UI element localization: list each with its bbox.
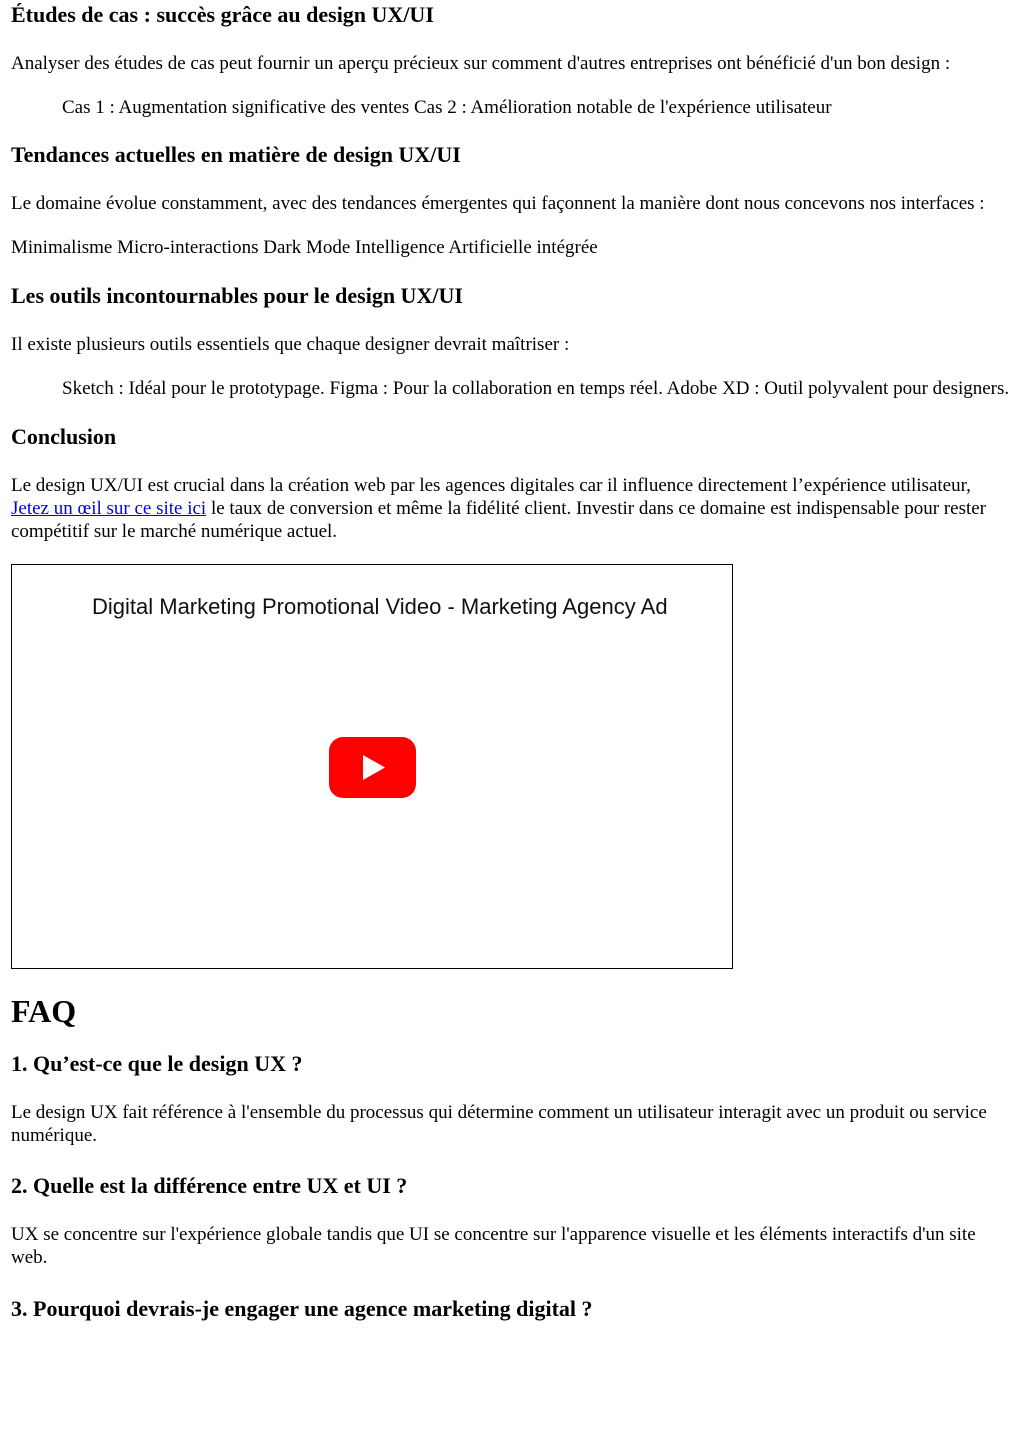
faq-answer-1: Le design UX fait référence à l'ensemble du processus qui détermine comment un utilisateur interagit avec un produit ou service numérique. [11, 1102, 987, 1146]
article [0, 2, 1024, 1322]
conclusion-heading: Conclusion [11, 424, 117, 449]
case-studies-intro: Analyser des études de cas peut fournir un aperçu précieux sur comment d'autres entreprises ont bénéficié d'un bon design : [11, 53, 951, 74]
case-studies-list: Cas 1 : Augmentation significative des ventes Cas 2 : Amélioration notable de l'expérience utilisateur [62, 97, 832, 118]
case-studies-heading: Études de cas : succès grâce au design UX/UI [11, 2, 434, 27]
trends-intro: Le domaine évolue constamment, avec des tendances émergentes qui façonnent la manière dont nous concevons nos interfaces : [11, 193, 985, 214]
tools-intro: Il existe plusieurs outils essentiels que chaque designer devrait maîtriser : [11, 334, 570, 355]
trends-list: Minimalisme Micro-interactions Dark Mode Intelligence Artificielle intégrée [11, 237, 598, 258]
conclusion-text [11, 474, 1013, 543]
faq-question-3: 3. Pourquoi devrais-je engager une agence marketing digital ? [11, 1296, 593, 1321]
site-link[interactable]: Jetez un œil sur ce site ici [11, 498, 207, 519]
video-title[interactable]: Digital Marketing Promotional Video - Marketing Agency Ad [92, 594, 668, 619]
video-embed[interactable] [11, 564, 733, 969]
conclusion-text-before: Le design UX/UI est crucial dans la création web par les agences digitales car il influence directement l’expérience utilisateur, [11, 475, 971, 496]
faq-title: FAQ [11, 993, 77, 1029]
conclusion-text-after: le taux de conversion et même la fidélité client. Investir dans ce domaine est indispensable pour rester compétitif sur le marché numérique actuel. [11, 498, 987, 542]
play-triangle-icon [329, 737, 416, 798]
trends-heading: Tendances actuelles en matière de design UX/UI [11, 142, 461, 167]
tools-heading: Les outils incontournables pour le design UX/UI [11, 283, 463, 308]
faq-question-1: 1. Qu’est-ce que le design UX ? [11, 1051, 303, 1076]
faq-question-2: 2. Quelle est la différence entre UX et UI ? [11, 1173, 408, 1198]
youtube-play-icon[interactable] [329, 737, 416, 798]
tools-list: Sketch : Idéal pour le prototypage. Figma : Pour la collaboration en temps réel. Adobe XD : Outil polyvalent pour designers. [62, 378, 1010, 399]
faq-answer-2: UX se concentre sur l'expérience globale tandis que UI se concentre sur l'apparence visuelle et les éléments interactifs d'un site web. [11, 1224, 976, 1268]
